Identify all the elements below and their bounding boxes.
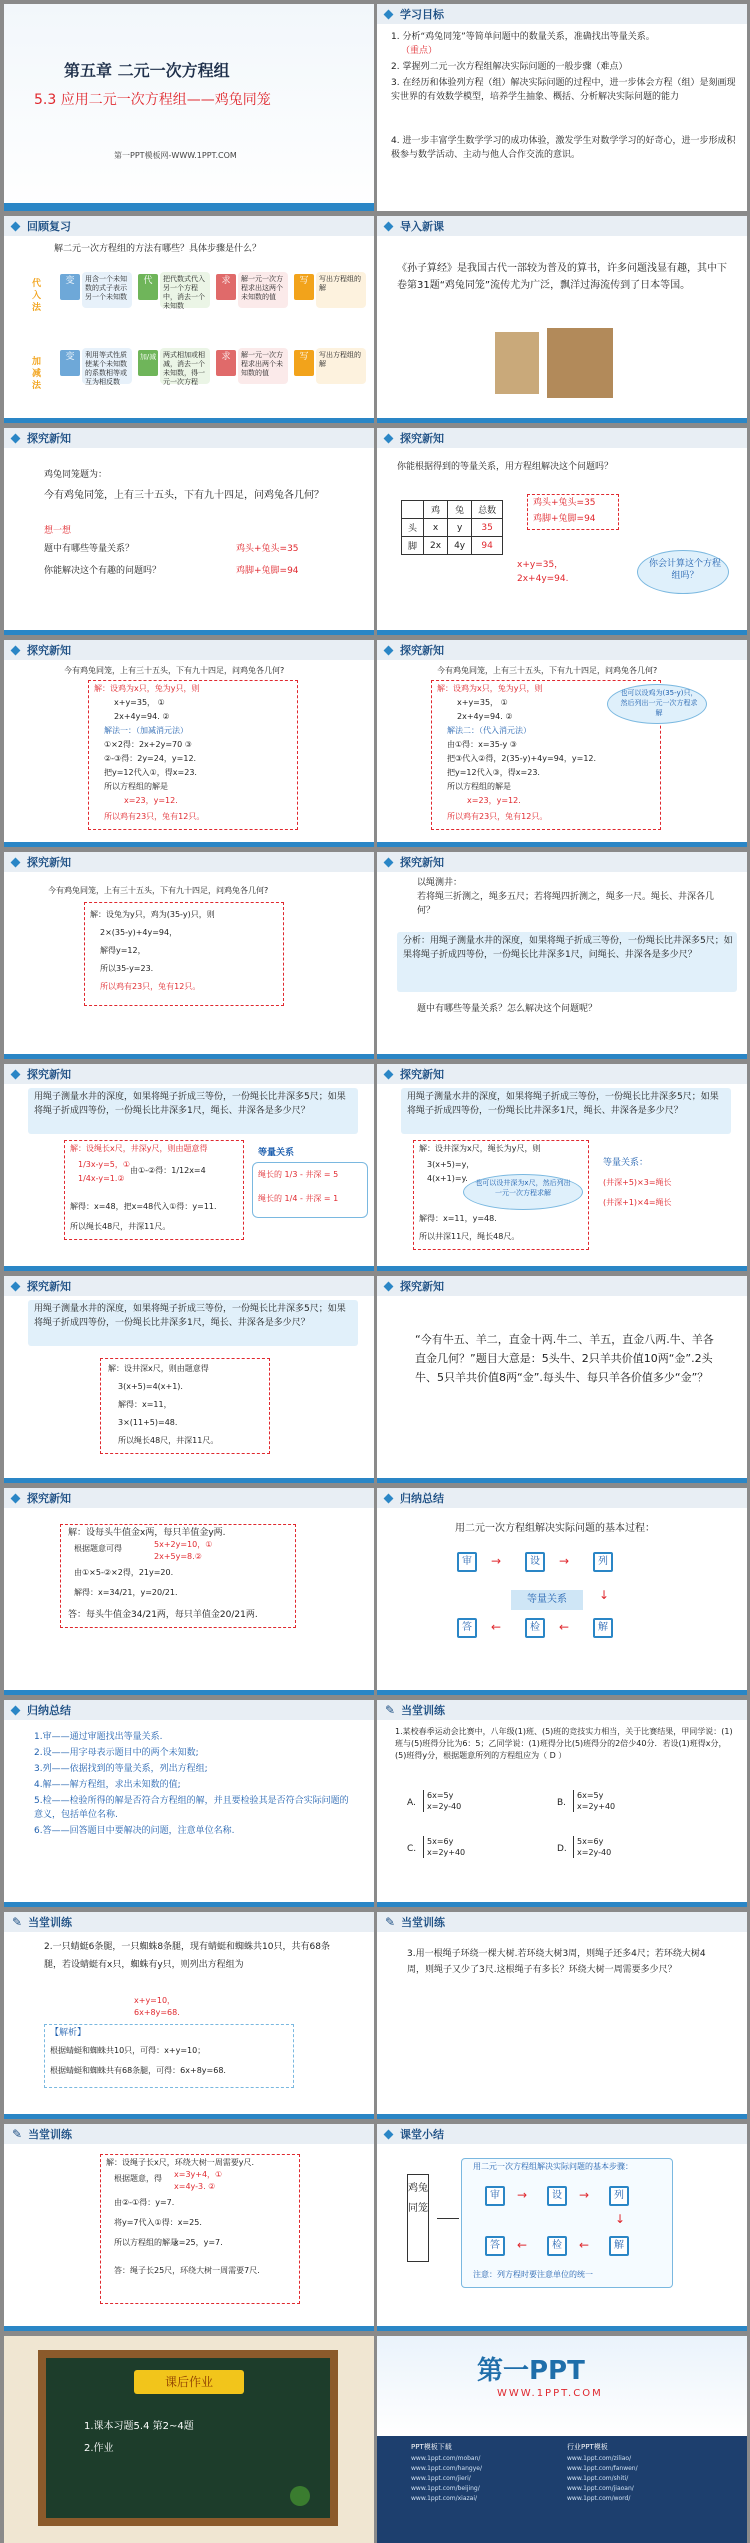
arrow-icon: → xyxy=(579,2188,590,2202)
relation-eq: 绳长的 1/3 - 井深 = 5 xyxy=(258,1170,339,1179)
link-item[interactable]: www.1ppt.com/xiazai/ xyxy=(411,2495,478,2502)
slide-explore-6 xyxy=(377,852,747,1059)
think-label: 想一想 xyxy=(44,526,72,536)
slide-header: 归纳总结 xyxy=(4,1700,374,1720)
step-line: 4.解——解方程组，求出未知数的值; xyxy=(34,1780,181,1790)
question: 2.一只蜻蜓6条腿，一只蜘蛛8条腿，现有蜻蜓和蜘蛛共10只，共有68条腿，若设蜻蜓有x只，蜘蛛有y只，则列出方程组为 xyxy=(44,1942,330,1970)
slide-explore-7 xyxy=(4,1064,374,1271)
analysis-text: 分析：用绳子测量水井的深度，如果将绳子折成三等份，一份绳长比井深多5尺；如果将绳子折成四等份，一份绳长比井深多1尺，问绳长、井深各是多少尺？ xyxy=(403,936,733,960)
system-eq-2: 2x+4y=94. xyxy=(517,574,569,584)
relation-heads: 鸡头+兔头=35 xyxy=(236,544,299,554)
question: 今有鸡兔同笼，上有三十五头，下有九十四足，问鸡兔各几何? xyxy=(48,886,269,895)
relation-heads: 鸡头+兔头=35 xyxy=(533,498,596,508)
question: 题中有哪些等量关系？怎么解决这个问题呢？ xyxy=(417,1004,598,1014)
solution-line: 把③代入②得，2(35-y)+4y=94，y=12. xyxy=(447,754,597,763)
slide-summary-2 xyxy=(4,1700,374,1907)
objective-2: 2. 掌握列二元一次方程组解决实际问题的一般步骤（难点） xyxy=(391,62,628,72)
solution-line: 5x+2y=10，① xyxy=(154,1540,213,1549)
slide-header: 回顾复习 xyxy=(4,216,374,236)
solution-line: 解：设井深为x尺，绳长为y尺，则 xyxy=(419,1144,541,1153)
slide-header: 导入新课 xyxy=(377,216,747,236)
option-system: 5x=6y x=2y-40 xyxy=(573,1836,611,1858)
step-badge: 变 xyxy=(60,274,80,300)
data-table: 鸡 兔 总数 头 x y 35 脚 2x 4y 94 xyxy=(401,500,503,555)
solution-line: 答：绳子长25尺，环绕大树一周需要7尺. xyxy=(114,2266,260,2275)
step-line: 2.设——用字母表示题目中的两个未知数; xyxy=(34,1748,199,1758)
flow-node: 答 xyxy=(485,2236,505,2256)
relation-feet: 鸡脚+兔脚=94 xyxy=(533,514,596,524)
solution-line: 所以鸡有23只，兔有12只。 xyxy=(447,812,548,821)
homework-title: 课后作业 xyxy=(134,2370,244,2394)
solution-line: 解得y=12， xyxy=(100,946,146,955)
arrow-icon: → xyxy=(491,1554,502,1568)
slide-header: 探究新知 xyxy=(4,852,374,872)
solution-line: 解得：x=11， xyxy=(118,1400,172,1409)
solution-line: 解：设绳长x尺，井深y尺，则由题意得 xyxy=(70,1144,208,1153)
solution-line: 解：设每头牛值金x两，每只羊值金y两. xyxy=(68,1528,226,1538)
solution-line: 3(x+5)=y， xyxy=(427,1160,475,1169)
question: 1.某校春季运动会比赛中，八年级(1)班、(5)班的竞技实力相当，关于比赛结果，甲同学说：(1)班与(5)班得分比为6：5；乙同学说：(1)班得分比(5)班得分的2倍少40分．若设(1)班得x分，(5)班得y分，根据题意所列的方程组应为（ D ） xyxy=(395,1727,733,1760)
problem-text: “今有牛五、羊二，直金十两.牛二、羊五，直金八两.牛、羊各直金几何？”题目大意是：5头牛、2只羊共价值10两“金”.2头牛、5只羊共价值8两“金”.每头牛、每只羊各价值多少“金”？ xyxy=(415,1333,714,1384)
solution-line: 解：设鸡为x只，兔为y只，则 xyxy=(94,684,200,693)
slide-explore-8 xyxy=(377,1064,747,1271)
solution-line: 解得：x=48，把x=48代入①得：y=11. xyxy=(70,1202,217,1211)
pencil-icon: ✎ xyxy=(12,1915,23,1929)
homework-item: 1.课本习题5.4 第2~4题 xyxy=(84,2421,194,2432)
step-text: 解一元一次方程求出两个未知数的值 xyxy=(238,348,288,384)
analysis-line: 根据蜻蜓和蜘蛛共有68条腿，可得：6x+8y=68. xyxy=(50,2066,226,2075)
flow-node: 审 xyxy=(457,1552,477,1572)
slide-practice-4 xyxy=(4,2124,374,2331)
solution-line: 2×(35-y)+4y=94， xyxy=(100,928,178,937)
slide-objectives xyxy=(377,4,747,211)
site-credit: 第一PPT模板网-WWW.1PPT.COM xyxy=(114,151,237,160)
solution-line: 所以鸡有23只，兔有12只。 xyxy=(100,982,201,991)
solution-line: 1/3x-y=5，① xyxy=(78,1160,131,1169)
question-relations: 题中有哪些等量关系？ xyxy=(44,544,135,554)
slide-title xyxy=(4,4,374,211)
relation-feet: 鸡脚+兔脚=94 xyxy=(236,566,299,576)
plant-icon xyxy=(290,2486,310,2506)
diamond-icon xyxy=(11,1493,21,1503)
solution-line: x=4y-3. ② xyxy=(174,2182,216,2191)
step-text: 两式相加或相减，消去一个未知数，得一元一次方程 xyxy=(160,348,210,384)
solution-line: 所以鸡有23只，兔有12只。 xyxy=(104,812,205,821)
pencil-icon: ✎ xyxy=(385,1915,396,1929)
slide-review xyxy=(4,216,374,423)
solution-line: 所以绳长48尺，井深11尺。 xyxy=(70,1222,171,1231)
slide-explore-2 xyxy=(377,428,747,635)
arrow-icon: ← xyxy=(491,1620,502,1634)
slide-explore-4 xyxy=(377,640,747,847)
solution-line: 根据题意可得 xyxy=(74,1544,122,1553)
link-item[interactable]: www.1ppt.com/beijing/ xyxy=(411,2485,480,2492)
solution-line: 答：每头牛值金34/21两，每只羊值金20/21两. xyxy=(68,1610,258,1620)
link-item[interactable]: www.1ppt.com/word/ xyxy=(567,2495,631,2502)
problem-text: 用绳子测量水井的深度，如果将绳子折成三等份，一份绳长比井深多5尺；如果将绳子折成四等份，一份绳长比井深多1尺，绳长、井深各是多少尺？ xyxy=(34,1092,346,1116)
step-text: 写出方程组的解 xyxy=(316,348,366,384)
step-badge: 求 xyxy=(216,274,236,300)
solution-line: x+y=35， ① xyxy=(114,698,165,707)
solution-line: ①×2得：2x+2y=70 ③ xyxy=(104,740,192,749)
diamond-icon xyxy=(11,433,21,443)
slide-header: 探究新知 xyxy=(4,428,374,448)
step-text: 利用等式性质使某个未知数的系数相等或互为相反数 xyxy=(82,348,132,384)
slide-header: 探究新知 xyxy=(377,1276,747,1296)
links-title: 行业PPT模板 xyxy=(567,2443,608,2451)
pencil-icon: ✎ xyxy=(385,1703,396,1717)
method-elimination: 加减法 xyxy=(32,357,42,391)
solution-line: 解：设鸡为x只，兔为y只，则 xyxy=(437,684,543,693)
solution-line: 2x+4y=94. ② xyxy=(457,712,513,721)
step-badge: 求 xyxy=(216,350,236,376)
diamond-icon xyxy=(11,1281,21,1291)
solution-line: x+y=35， ① xyxy=(457,698,508,707)
solution-line: 1/4x-y=1.② xyxy=(78,1174,125,1183)
slide-practice-3 xyxy=(377,1912,747,2119)
slide-practice-2 xyxy=(4,1912,374,2119)
diamond-icon xyxy=(384,1493,394,1503)
option-label: C. xyxy=(407,1844,417,1854)
slide-explore-11 xyxy=(4,1488,374,1695)
slide-class-summary xyxy=(377,2124,747,2331)
solution-line: 将y=7代入①得：x=25. xyxy=(114,2218,202,2227)
step-badge: 变 xyxy=(60,350,80,376)
diamond-icon xyxy=(384,2129,394,2139)
objective-4: 4. 进一步丰富学生数学学习的成功体验，激发学生对数学学习的好奇心，进一步形成积极参与数学活动、主动与他人合作交流的意识。 xyxy=(391,136,736,160)
question: 今有鸡兔同笼，上有三十五头，下有九十四足，问鸡兔各几何? xyxy=(437,666,658,675)
solution-line: 解：设兔为y只，鸡为(35-y)只，则 xyxy=(90,910,215,919)
solution-line: x=3y+4，① xyxy=(174,2170,223,2179)
option-label: A. xyxy=(407,1798,416,1808)
solution-line: 3×(11+5)=48. xyxy=(118,1418,178,1427)
relation-label: 等量关系 xyxy=(258,1148,295,1158)
slide-header: ✎ 当堂训练 xyxy=(4,1912,374,1932)
slide-credits xyxy=(377,2336,747,2543)
diamond-icon xyxy=(384,645,394,655)
flow-node: 检 xyxy=(547,2236,567,2256)
analysis-label: 【解析】 xyxy=(50,2028,87,2038)
step-badge: 加/减 xyxy=(138,350,158,376)
slide-header: 探究新知 xyxy=(4,1488,374,1508)
problem-title: 以绳测井： xyxy=(417,878,463,888)
relation-label: 等量关系： xyxy=(603,1158,649,1168)
links-title: PPT模板下载 xyxy=(411,2443,452,2451)
problem-text: 用绳子测量水井的深度，如果将绳子折成三等份，一份绳长比井深多5尺；如果将绳子折成四等份，一份绳长比井深多1尺，绳长、井深各是多少尺？ xyxy=(34,1304,346,1328)
arrow-icon: ↓ xyxy=(599,1588,610,1602)
solution-line: 4(x+1)=y. xyxy=(427,1174,468,1183)
arrow-icon: ← xyxy=(559,1620,570,1634)
step-text: 写出方程组的解 xyxy=(316,272,366,308)
slide-header: 探究新知 xyxy=(377,852,747,872)
summary-title: 用二元一次方程组解决实际问题的基本步骤： xyxy=(473,2162,633,2171)
slide-explore-9 xyxy=(4,1276,374,1483)
problem-text: 用绳子测量水井的深度，如果将绳子折成三等份，一份绳长比井深多5尺；如果将绳子折成四等份，一份绳长比井深多1尺，绳长、井深各是多少尺？ xyxy=(407,1092,719,1116)
diamond-icon xyxy=(384,1069,394,1079)
relation-eq: 绳长的 1/4 - 井深 = 1 xyxy=(258,1194,339,1203)
intro-text: 《孙子算经》是我国古代一部较为普及的算书，许多问题浅显有趣，其中下卷第31题“鸡兔同笼”流传尤为广泛，飘洋过海流传到了日本等国。 xyxy=(397,263,727,291)
solution-line: 所以方程组的解是 xyxy=(104,782,168,791)
objective-1: 1. 分析“鸡兔同笼”等简单问题中的数量关系，准确找出等量关系。 xyxy=(391,32,655,42)
solution-line: 解法一：（加减消元法） xyxy=(104,726,188,735)
flow-node: 设 xyxy=(547,2186,567,2206)
slide-header: 探究新知 xyxy=(377,428,747,448)
pencil-icon: ✎ xyxy=(12,2127,23,2141)
step-badge: 写 xyxy=(294,274,314,300)
objective-3: 3. 在经历和体验列方程（组）解决实际问题的过程中，进一步体会方程（组）是刻画现实世界的有效数学模型，培养学生抽象、概括、分析解决实际问题的能力 xyxy=(391,78,736,102)
step-text: 用含一个未知数的式子表示另一个未知数 xyxy=(82,272,132,308)
option-label: B. xyxy=(557,1798,567,1808)
connector-line xyxy=(437,2218,459,2219)
step-line: 1.审——通过审题找出等量关系. xyxy=(34,1732,163,1742)
ancient-book-image xyxy=(495,332,539,394)
solution-line: 所以方程组的解是 xyxy=(447,782,511,791)
review-question: 解二元一次方程组的方法有哪些？具体步骤是什么？ xyxy=(54,244,262,254)
diamond-icon xyxy=(384,1281,394,1291)
step-badge: 写 xyxy=(294,350,314,376)
question: 3.用一根绳子环绕一棵大树.若环绕大树3周，则绳子还多4尺；若环绕大树4周，则绳子又少了3尺.这根绳子有多长？环绕大树一周需要多少尺？ xyxy=(407,1949,706,1975)
slide-homework xyxy=(4,2336,374,2543)
slide-header: 课堂小结 xyxy=(377,2124,747,2144)
slide-header: 探究新知 xyxy=(377,1064,747,1084)
relation-eq: (井深+1)×4=绳长 xyxy=(603,1198,672,1207)
solution-line: 把y=12代入③，得x=23. xyxy=(447,768,540,777)
link-item[interactable]: www.1ppt.com/fanwen/ xyxy=(567,2465,638,2472)
slide-summary-1 xyxy=(377,1488,747,1695)
logo-text: 第一PPT xyxy=(477,2356,585,2386)
diamond-icon xyxy=(384,857,394,867)
question-solve: 你能解决这个有趣的问题吗？ xyxy=(44,566,162,576)
option-system: 6x=5y x=2y+40 xyxy=(573,1790,615,1812)
diamond-icon xyxy=(384,433,394,443)
ancient-book-image xyxy=(547,328,613,398)
slide-explore-1 xyxy=(4,428,374,635)
slide-header: 学习目标 xyxy=(377,4,747,24)
link-item[interactable]: www.1ppt.com/jiaoan/ xyxy=(567,2485,634,2492)
solution-line: x=23，y=12. xyxy=(124,796,178,805)
solution-line: 3(x+5)=4(x+1). xyxy=(118,1382,183,1391)
solution-line: 解法二：（代入消元法） xyxy=(447,726,531,735)
slide-explore-10 xyxy=(377,1276,747,1483)
center-label: 等量关系 xyxy=(511,1590,583,1610)
solution-line: 所以井深11尺，绳长48尺。 xyxy=(419,1232,520,1241)
solution-line: 解得：x=11，y=48. xyxy=(419,1214,497,1223)
arrow-icon: → xyxy=(559,1554,570,1568)
slide-header: 归纳总结 xyxy=(377,1488,747,1508)
arrow-icon: ← xyxy=(517,2238,528,2252)
flow-node: 检 xyxy=(525,1618,545,1638)
flow-node: 答 xyxy=(457,1618,477,1638)
solution-line: 解：设绳子长x尺，环绕大树一周需要y尺. xyxy=(106,2158,255,2167)
solution-line: 由①-②得：1/12x=4 xyxy=(130,1166,206,1175)
flow-node: 列 xyxy=(609,2186,629,2206)
question: 用二元一次方程组解决实际问题的基本过程： xyxy=(455,1523,655,1534)
flow-node: 设 xyxy=(525,1552,545,1572)
solution-line: 把y=12代入①，得x=23. xyxy=(104,768,197,777)
bubble-text: 你会计算这个方程组吗？ xyxy=(649,559,722,581)
step-line: 5.检——检验所得的解是否符合方程组的解，并且要检验其是否符合实际问题的意义，包括单位名称. xyxy=(34,1796,349,1820)
option-system: 5x=6y x=2y+40 xyxy=(423,1836,465,1858)
system-eq-2: 6x+8y=68. xyxy=(134,2008,180,2017)
arrow-icon: ← xyxy=(579,2238,590,2252)
diamond-icon xyxy=(384,9,394,19)
relation-eq: (井深+5)×3=绳长 xyxy=(603,1178,672,1187)
logo-url: WWW.1PPT.COM xyxy=(497,2388,603,2399)
analysis-line: 根据蜻蜓和蜘蛛共10只，可得：x+y=10； xyxy=(50,2046,206,2055)
solution-line: 所以方程组的解是 xyxy=(114,2238,178,2247)
step-badge: 代 xyxy=(138,274,158,300)
solution-line: 解得：x=34/21，y=20/21. xyxy=(74,1588,178,1597)
problem-text: 今有鸡兔同笼，上有三十五头，下有九十四足，问鸡兔各几何？ xyxy=(44,490,324,501)
solution-line: 由①×5-②×2得，21y=20. xyxy=(74,1568,174,1577)
note-text: 注意：列方程时要注意单位的统一 xyxy=(473,2270,593,2279)
slide-practice-1 xyxy=(377,1700,747,1907)
slide-explore-5 xyxy=(4,852,374,1059)
question: 今有鸡兔同笼，上有三十五头，下有九十四足，问鸡兔各几何? xyxy=(64,666,285,675)
option-system: 6x=5y x=2y-40 xyxy=(423,1790,461,1812)
chapter-title: 第五章 二元一次方程组 xyxy=(64,61,230,80)
step-text: 把代数式代入另一个方程中，消去一个未知数 xyxy=(160,272,210,308)
system-eq-1: x+y=10， xyxy=(134,1996,176,2005)
flow-node: 解 xyxy=(609,2236,629,2256)
slide-header: 探究新知 xyxy=(4,1064,374,1084)
solution-line: 所以35-y=23. xyxy=(100,964,154,973)
link-item[interactable]: www.1ppt.com/moban/ xyxy=(411,2455,481,2462)
slide-header: 探究新知 xyxy=(377,640,747,660)
slide-header: 探究新知 xyxy=(4,640,374,660)
footer-bar xyxy=(4,203,374,211)
homework-item: 2.作业 xyxy=(84,2443,114,2454)
slide-header: ✎ 当堂训练 xyxy=(377,1700,747,1720)
method-substitution: 代入法 xyxy=(32,279,42,313)
solution-line: 2x+5y=8.② xyxy=(154,1552,202,1561)
diamond-icon xyxy=(11,221,21,231)
diamond-icon xyxy=(11,857,21,867)
diamond-icon xyxy=(11,645,21,655)
system-eq-1: x+y=35， xyxy=(517,560,564,570)
link-item[interactable]: www.1ppt.com/jieri/ xyxy=(411,2475,471,2482)
slide-header: ✎ 当堂训练 xyxy=(4,2124,374,2144)
slide-header: ✎ 当堂训练 xyxy=(377,1912,747,1932)
solution-line: 2x+4y=94. ② xyxy=(114,712,170,721)
slide-intro xyxy=(377,216,747,423)
side-label: 鸡兔同笼 xyxy=(407,2174,429,2262)
step-text: 解一元一次方程求出这两个未知数的值 xyxy=(238,272,288,308)
bubble-text: 也可以设鸡为(35-y)只，然后列出一元一次方程求解 xyxy=(620,689,698,717)
step-line: 6.答——回答题目中要解决的问题，注意单位名称. xyxy=(34,1826,235,1836)
lesson-title: 5.3 应用二元一次方程组——鸡兔同笼 xyxy=(34,92,271,108)
solution-line: 由①得：x=35-y ③ xyxy=(447,740,517,749)
objective-1-note: （重点） xyxy=(401,46,438,56)
arrow-icon: → xyxy=(517,2188,528,2202)
diamond-icon xyxy=(11,1705,21,1715)
problem-text: 若将绳三折测之，绳多五尺；若将绳四折测之，绳多一尺。绳长、井深各几何？ xyxy=(417,892,715,916)
problem-label: 鸡兔同笼题为： xyxy=(44,470,108,480)
slide-header: 探究新知 xyxy=(4,1276,374,1296)
solution-line: 所以绳长48尺，井深11尺。 xyxy=(118,1436,219,1445)
solution-line: ②-③得：2y=24，y=12. xyxy=(104,754,197,763)
flow-node: 解 xyxy=(593,1618,613,1638)
arrow-icon: ↓ xyxy=(615,2212,626,2226)
diamond-icon xyxy=(384,221,394,231)
solution-line: 解：设井深x尺，则由题意得 xyxy=(108,1364,209,1373)
question: 你能根据得到的等量关系，用方程组解决这个问题吗？ xyxy=(397,462,614,472)
solution-line: 由②-①得：y=7. xyxy=(114,2198,175,2207)
solution-line: x=23，y=12. xyxy=(467,796,521,805)
solution-line: x=25，y=7. xyxy=(174,2238,223,2247)
link-item[interactable]: www.1ppt.com/ziliao/ xyxy=(567,2455,632,2462)
flow-node: 审 xyxy=(485,2186,505,2206)
link-item[interactable]: www.1ppt.com/shiti/ xyxy=(567,2475,629,2482)
flow-node: 列 xyxy=(593,1552,613,1572)
diamond-icon xyxy=(11,1069,21,1079)
bubble-text: 也可以设井深为x尺，然后列出一元一次方程求解 xyxy=(475,1179,571,1197)
step-line: 3.列——依据找到的等量关系，列出方程组; xyxy=(34,1764,208,1774)
option-label: D. xyxy=(557,1844,567,1854)
solution-line: 根据题意，得 xyxy=(114,2174,162,2183)
link-item[interactable]: www.1ppt.com/hangye/ xyxy=(411,2465,482,2472)
slide-explore-3 xyxy=(4,640,374,847)
